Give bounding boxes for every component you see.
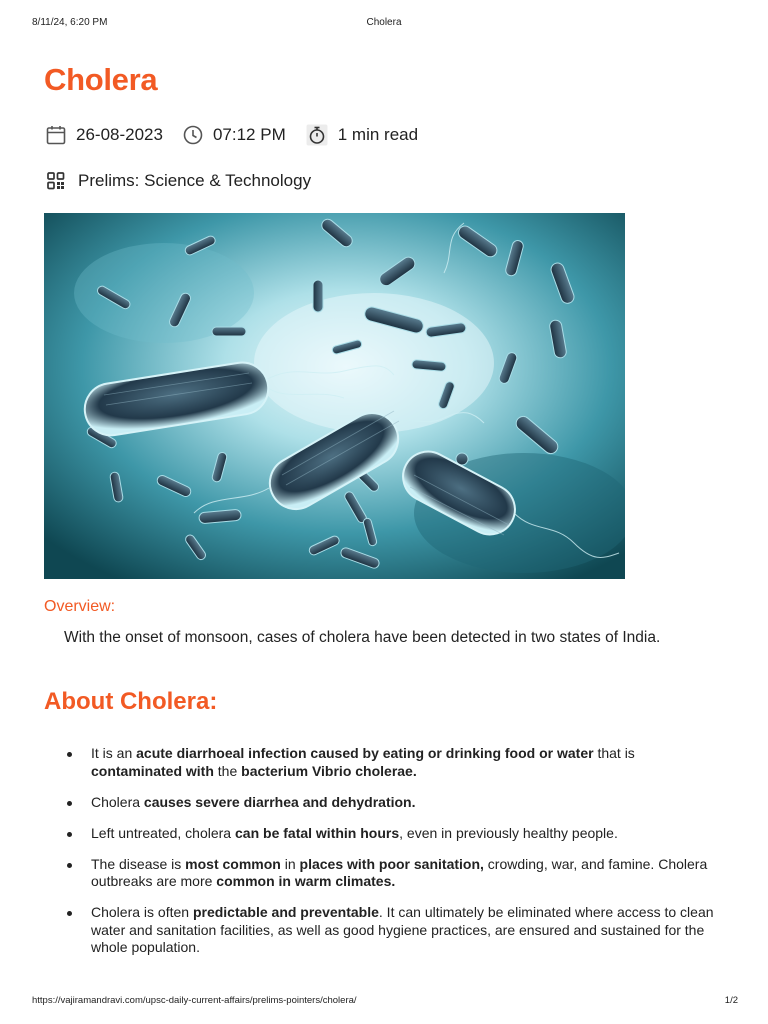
- clock-icon: [183, 125, 203, 145]
- overview-text: With the onset of monsoon, cases of cholera have been detected in two states of India.: [64, 629, 661, 646]
- list-item: [91, 904, 721, 957]
- calendar-icon: [46, 125, 66, 145]
- list-item: [91, 794, 721, 812]
- bullet-text: , even in previously healthy people.: [399, 824, 618, 841]
- print-footer: [32, 995, 738, 1009]
- article-category: [46, 168, 311, 194]
- overview-heading: Overview:: [44, 598, 116, 615]
- meta-read-time-text: 1 min read: [337, 125, 419, 144]
- print-header: [32, 17, 736, 31]
- print-doc-title: Cholera: [366, 17, 402, 28]
- print-page-number: 1/2: [724, 995, 738, 1006]
- print-url: https://vajiramandravi.com/upsc-daily-current-affairs/prelims-pointers/cholera/: [32, 995, 357, 1006]
- bullet-text: Cholera: [91, 793, 144, 810]
- bullet-text: Left untreated, cholera: [91, 824, 235, 841]
- article-title: Cholera: [44, 62, 158, 97]
- bullet-text: It is an: [91, 745, 137, 761]
- bullet-text: The disease is: [91, 855, 186, 872]
- bullet-text: . It can ultimately be eliminated where access to clean water and sanitation facilities, as well as good hygiene practices, are ensured and sustained for the whole population.: [91, 904, 714, 955]
- bullet-bold-text: can be fatal within hours: [235, 824, 400, 841]
- list-item: [91, 856, 721, 891]
- list-item: [91, 825, 721, 843]
- bullet-text: Cholera is often: [91, 904, 193, 920]
- list-item: [91, 745, 721, 780]
- meta-date: [46, 125, 163, 145]
- about-heading: About Cholera:: [44, 688, 218, 715]
- meta-read-time: [306, 124, 418, 146]
- meta-time-text: 07:12 PM: [212, 125, 286, 144]
- stopwatch-icon: [306, 124, 328, 146]
- meta-time: [183, 125, 286, 145]
- bullet-text: that is: [593, 745, 635, 761]
- bullet-text: crowding, war, and famine. Cholera outbreaks are more: [91, 855, 708, 889]
- bacteria-illustration: [44, 213, 625, 579]
- hero-image-bacteria: [44, 213, 625, 579]
- bullet-bold-text: causes severe diarrhea and dehydration.: [143, 793, 416, 810]
- bullet-text: in: [280, 855, 300, 872]
- bullet-bold-text: common in warm climates.: [216, 873, 396, 889]
- bullet-bold-text: acute diarrhoeal infection caused by eating or drinking food or water: [136, 745, 594, 761]
- category-grid-icon: [46, 171, 66, 191]
- bullet-bold-text: contaminated with: [91, 762, 214, 779]
- category-label: Prelims: Science & Technology: [78, 171, 312, 190]
- article-meta: [46, 122, 438, 148]
- bullet-bold-text: most common: [185, 855, 281, 872]
- print-datetime: 8/11/24, 6:20 PM: [32, 17, 108, 28]
- bullet-bold-text: places with poor sanitation,: [299, 855, 484, 872]
- about-bullet-list: [91, 745, 721, 970]
- meta-date-text: 26-08-2023: [76, 125, 163, 144]
- bullet-bold-text: predictable and preventable: [192, 904, 379, 920]
- bullet-bold-text: bacterium Vibrio cholerae.: [241, 762, 417, 779]
- bullet-text: the: [213, 762, 242, 779]
